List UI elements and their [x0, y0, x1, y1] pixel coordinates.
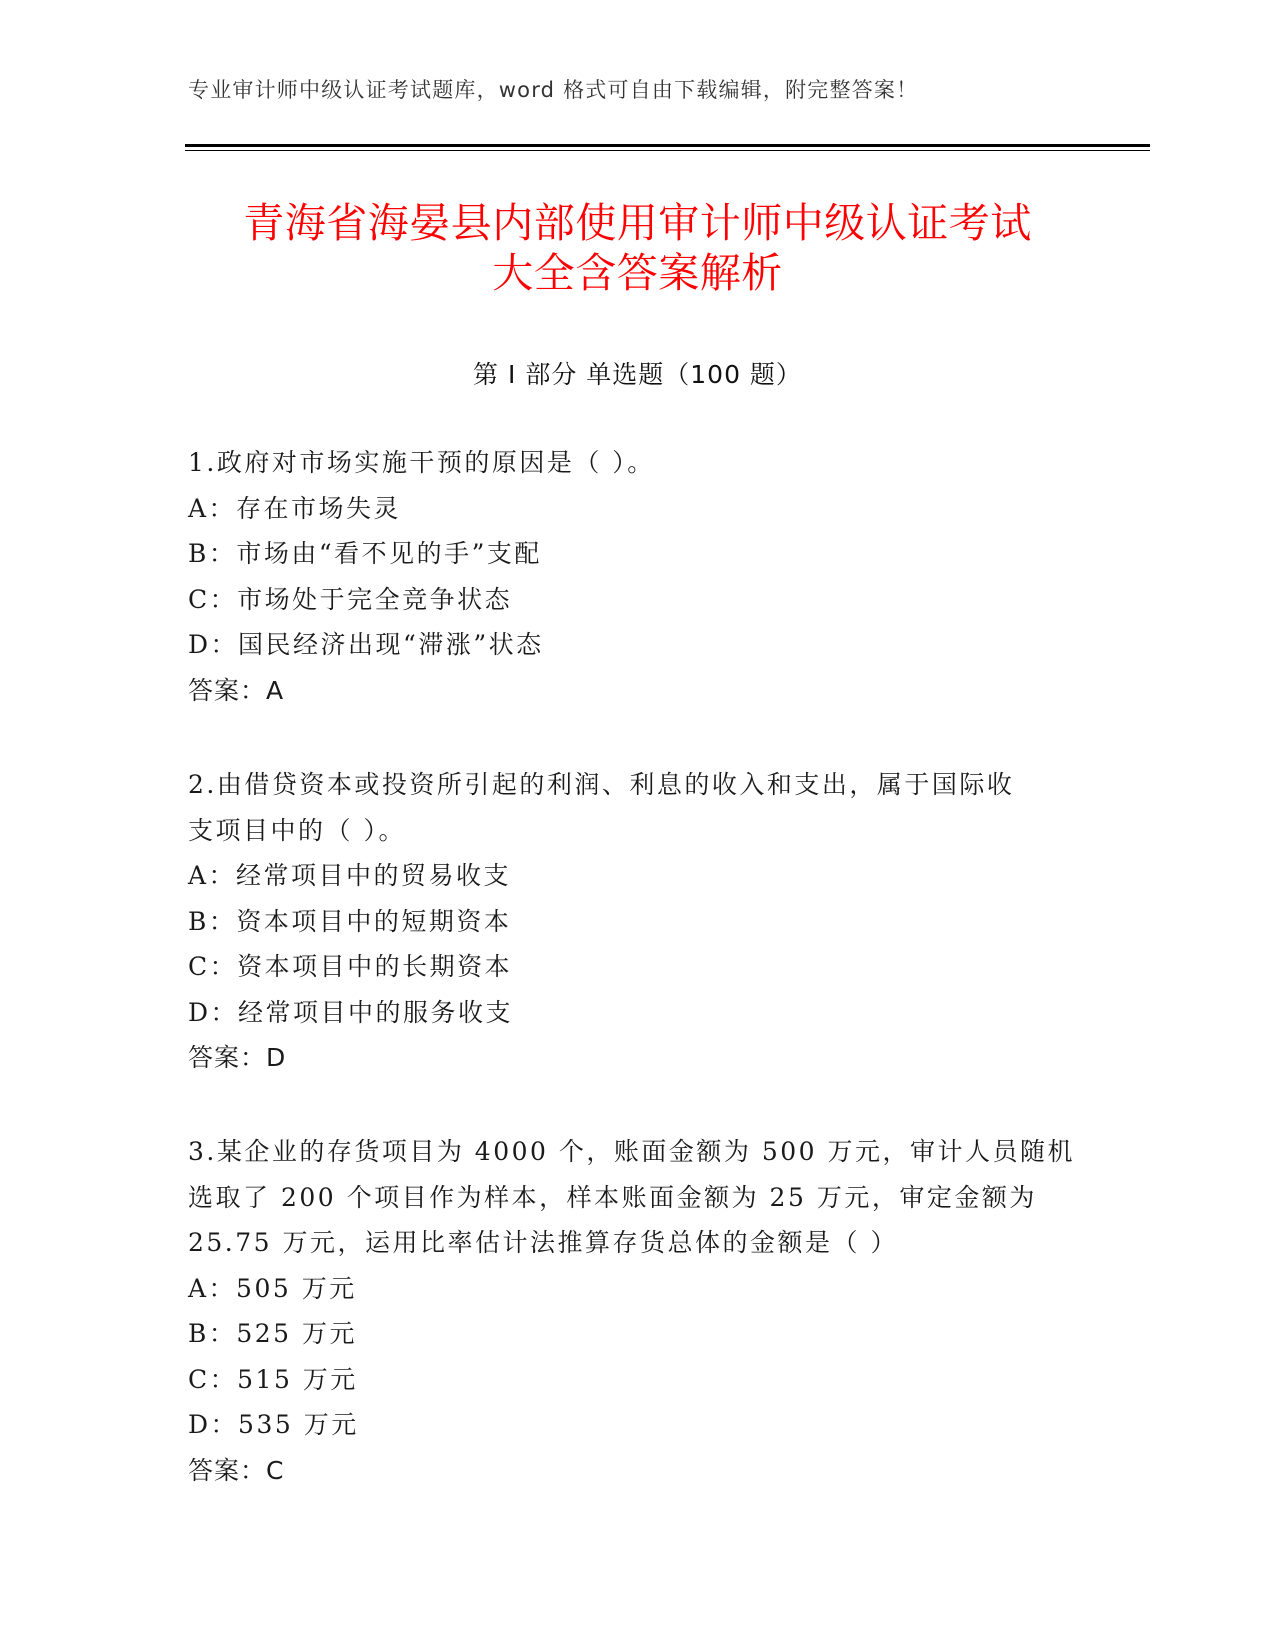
- option-c: C：资本项目中的长期资本: [188, 952, 513, 981]
- header-note: 专业审计师中级认证考试题库，word 格式可自由下载编辑，附完整答案！: [188, 78, 919, 102]
- header-rule-thick: [185, 144, 1150, 147]
- question-2: [188, 762, 1088, 1081]
- option-d: D：经常项目中的服务收支: [188, 997, 514, 1027]
- option-a: A：505 万元: [188, 1273, 357, 1303]
- option-c: C：515 万元: [188, 1364, 358, 1394]
- question-stem-line-1: 3.某企业的存货项目为 4000 个，账面金额为 500 万元，审计人员随机: [188, 1137, 1075, 1166]
- option-b: B：市场由“看不见的手”支配: [188, 539, 542, 568]
- option-d: D：国民经济出现“滞涨”状态: [188, 630, 544, 659]
- document-title: [0, 198, 1275, 298]
- answer: 答案：A: [188, 675, 285, 705]
- question-stem-line-3: 25.75 万元，运用比率估计法推算存货总体的金额是（ ）: [188, 1228, 898, 1257]
- option-d: D：535 万元: [188, 1410, 359, 1439]
- section-title: 第 I 部分 单选题（100 题）: [473, 360, 802, 389]
- title-line-1: 青海省海晏县内部使用审计师中级认证考试: [243, 199, 1032, 247]
- question-stem: 1.政府对市场实施干预的原因是（ ）。: [188, 448, 655, 477]
- question-3: [188, 1129, 1088, 1493]
- title-line-2: 大全含答案解析: [492, 249, 783, 297]
- question-stem-line-1: 2.由借贷资本或投资所引起的利润、利息的收入和支出，属于国际收: [188, 770, 1015, 799]
- question-stem-line-2: 支项目中的（ ）。: [188, 815, 406, 845]
- question-1: [188, 440, 1088, 713]
- option-b: B：525 万元: [188, 1319, 358, 1348]
- answer: 答案：C: [188, 1455, 285, 1485]
- question-stem-line-2: 选取了 200 个项目作为样本，样本账面金额为 25 万元，审定金额为: [188, 1182, 1037, 1212]
- header-rule-thin: [185, 150, 1150, 151]
- option-a: A：经常项目中的贸易收支: [188, 861, 512, 890]
- answer: 答案：D: [188, 1043, 287, 1072]
- option-b: B：资本项目中的短期资本: [188, 906, 512, 936]
- option-a: A：存在市场失灵: [188, 493, 402, 523]
- option-c: C：市场处于完全竞争状态: [188, 584, 513, 614]
